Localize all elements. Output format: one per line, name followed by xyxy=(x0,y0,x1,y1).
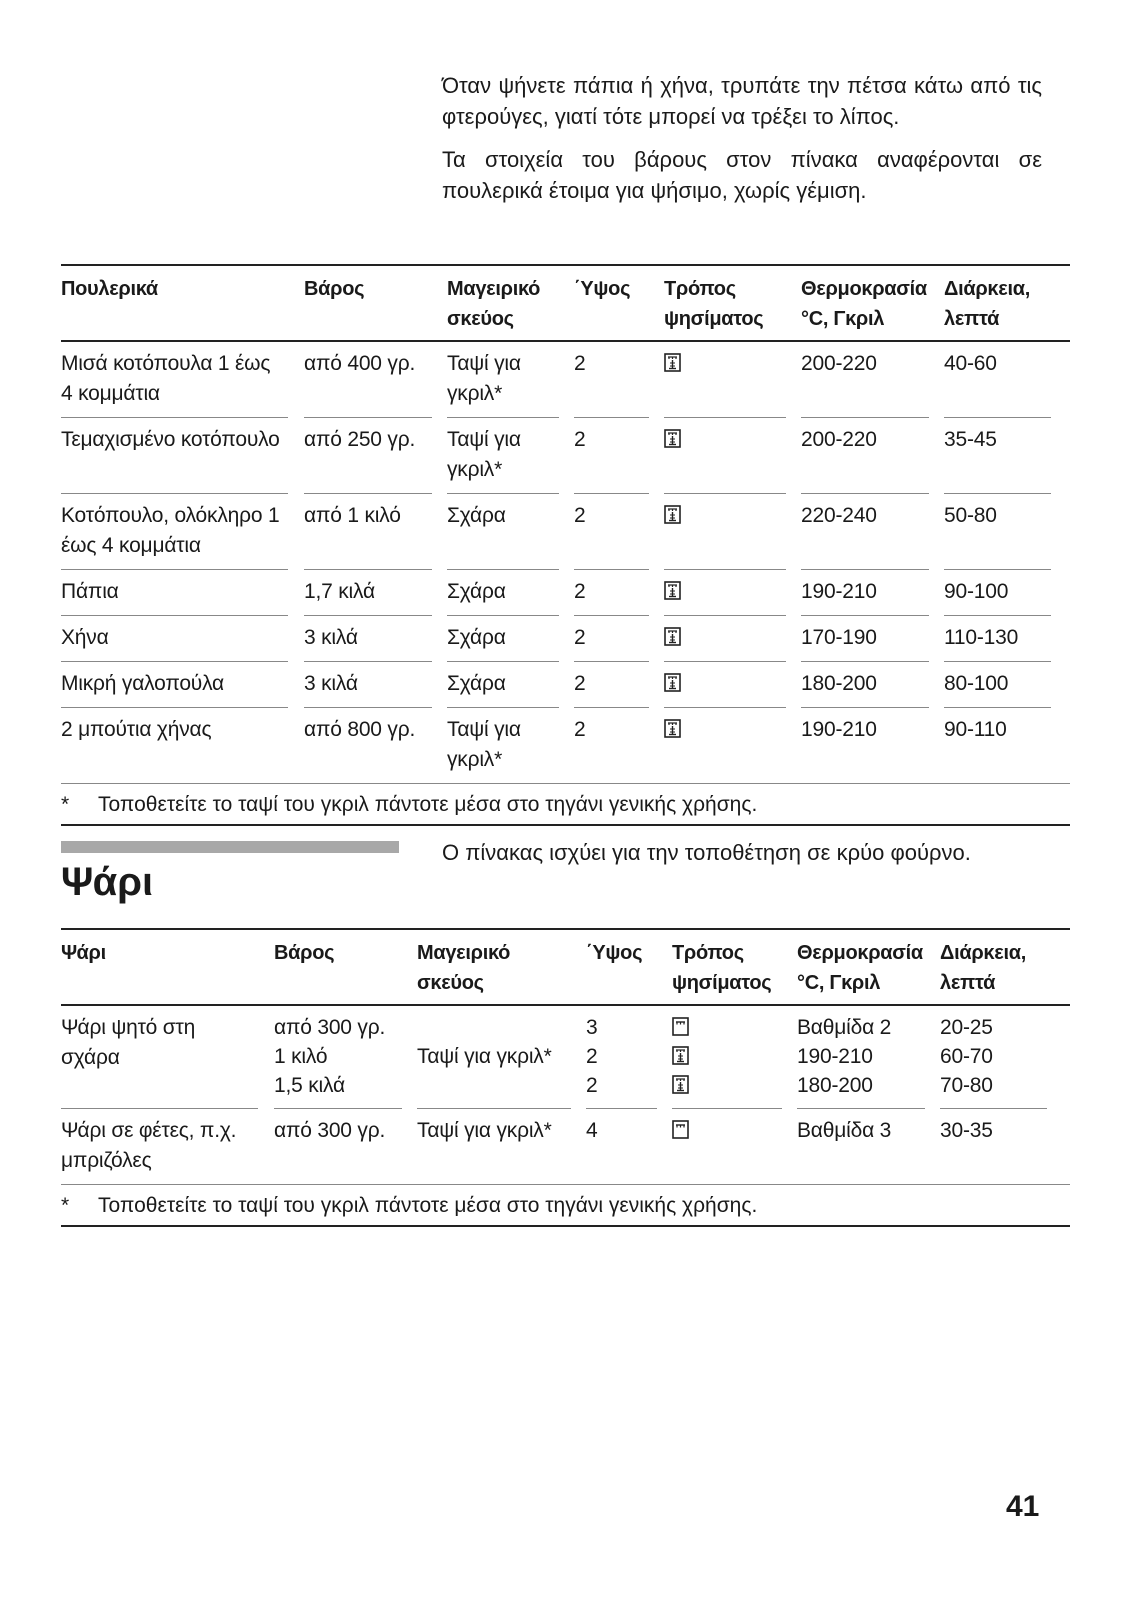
cell-item xyxy=(61,1109,258,1184)
rotisserie-grill-icon xyxy=(664,625,681,644)
cell-dish xyxy=(417,1109,571,1184)
cell-temp xyxy=(801,418,929,494)
cell-text: 2 μπούτια χήνας xyxy=(61,718,212,741)
table-row xyxy=(61,616,1070,662)
header-cell: Μαγειρικό σκεύος xyxy=(447,278,541,330)
cell-temp xyxy=(801,342,929,418)
header-cell: Θερμοκρασία °C, Γκριλ xyxy=(801,278,927,330)
cell-text: Σχάρα xyxy=(447,504,506,527)
cell-weight xyxy=(304,418,432,494)
header-cell: Πουλερικά xyxy=(61,278,158,300)
cell-dish xyxy=(447,708,559,783)
cell-text: 35-45 xyxy=(944,428,997,451)
cell-text: Ταψί για γκριλ* xyxy=(447,428,521,481)
cell-text: Ψάρι σε φέτες, π.χ. μπριζόλες xyxy=(61,1119,237,1172)
cell-mode-icon xyxy=(664,494,786,570)
header-cell: Τρόπος ψησίματος xyxy=(664,278,764,330)
header-cell: Διάρκεια, λεπτά xyxy=(944,278,1030,330)
cell-text: 220-240 xyxy=(801,504,877,527)
fish-section-note: Ο πίνακας ισχύει για την τοποθέτηση σε κρύο φούρνο. xyxy=(442,840,971,865)
cell-weight xyxy=(304,662,432,708)
footnote-text: Τοποθετείτε το ταψί του γκριλ πάντοτε μέσα στο τηγάνι γενικής χρήσης. xyxy=(98,793,758,816)
cell-temp xyxy=(797,1109,925,1184)
cell-text: 170-190 xyxy=(801,626,877,649)
rotisserie-grill-icon xyxy=(664,671,681,690)
cell-line xyxy=(417,1013,567,1042)
cell-text: Ψάρι ψητό στη σχάρα xyxy=(61,1016,196,1069)
cell-temp xyxy=(801,662,929,708)
cell-text: Τεμαχισμένο κοτόπουλο xyxy=(61,428,280,451)
cell-time xyxy=(944,342,1051,418)
cell-line: από 300 γρ. xyxy=(274,1016,386,1039)
cell-text: 90-100 xyxy=(944,580,1009,603)
cell-level xyxy=(574,418,649,494)
cell-mode-icon xyxy=(664,342,786,418)
cell-line: 30-35 xyxy=(940,1119,993,1142)
cell-line: 70-80 xyxy=(940,1074,993,1097)
cell-text: 2 xyxy=(574,352,586,375)
cell-item xyxy=(61,662,288,708)
cell-text: Σχάρα xyxy=(447,626,506,649)
cell-text: από 250 γρ. xyxy=(304,428,416,451)
rotisserie-grill-icon xyxy=(672,1044,689,1063)
table-row xyxy=(61,418,1070,494)
cell-line: 4 xyxy=(586,1119,598,1142)
cell-time xyxy=(940,1006,1047,1109)
cell-text: 2 xyxy=(574,504,586,527)
cell-dish xyxy=(447,418,559,494)
cell-line xyxy=(672,1116,778,1145)
cell-time xyxy=(944,570,1051,616)
poultry-table xyxy=(61,264,1070,826)
cell-line: Βαθμίδα 2 xyxy=(797,1016,892,1039)
table-row xyxy=(61,708,1070,783)
cell-item xyxy=(61,708,288,783)
cell-mode-icon xyxy=(664,616,786,662)
cell-dish xyxy=(447,494,559,570)
cell-level xyxy=(586,1109,657,1184)
cell-weight xyxy=(304,708,432,783)
header-cell: Τρόπος ψησίματος xyxy=(672,942,772,994)
cell-dish xyxy=(447,662,559,708)
cell-item xyxy=(61,342,288,418)
intro-paragraph-1: Όταν ψήνετε πάπια ή χήνα, τρυπάτε την πέτσα κάτω από τις φτερούγες, γιατί τότε μπορεί να τρέξει το λίπος. xyxy=(442,73,1042,129)
cell-text: 80-100 xyxy=(944,672,1009,695)
cell-text: 2 xyxy=(574,672,586,695)
footnote-mark: * xyxy=(61,793,70,816)
cell-text: 3 κιλά xyxy=(304,672,358,695)
cell-weight xyxy=(304,342,432,418)
rotisserie-grill-icon xyxy=(672,1073,689,1092)
footnote-mark: * xyxy=(61,1194,70,1217)
cell-dish xyxy=(417,1006,571,1109)
rotisserie-grill-icon xyxy=(664,579,681,598)
cell-text: 1,7 κιλά xyxy=(304,580,375,603)
cell-line: 2 xyxy=(586,1074,598,1097)
table-row xyxy=(61,342,1070,418)
header-cell: Διάρκεια, λεπτά xyxy=(940,942,1026,994)
header-cell: Βάρος xyxy=(274,942,335,964)
cell-dish xyxy=(447,342,559,418)
cell-line: Βαθμίδα 3 xyxy=(797,1119,892,1142)
cell-text: Μικρή γαλοπούλα xyxy=(61,672,225,695)
cell-text: Πάπια xyxy=(61,580,119,603)
cell-line: 20-25 xyxy=(940,1016,993,1039)
cell-text: Μισά κοτόπουλα 1 έως 4 κομμάτια xyxy=(61,352,271,405)
table-row xyxy=(61,570,1070,616)
header-cell: Μαγειρικό σκεύος xyxy=(417,942,511,994)
cell-line: 180-200 xyxy=(797,1074,873,1097)
cell-text: 90-110 xyxy=(944,718,1007,741)
cell-dish xyxy=(447,616,559,662)
cell-text: 200-220 xyxy=(801,352,877,375)
page-number: 41 xyxy=(1006,1490,1040,1523)
cell-text: Κοτόπουλο, ολόκληρο 1 έως 4 κομμάτια xyxy=(61,504,280,557)
cell-level xyxy=(574,570,649,616)
cell-text: 2 xyxy=(574,428,586,451)
grill-icon xyxy=(672,1118,689,1137)
header-cell: Βάρος xyxy=(304,278,365,300)
cell-level xyxy=(574,342,649,418)
cell-mode-icon xyxy=(672,1006,782,1109)
cell-time xyxy=(944,708,1051,783)
cell-item xyxy=(61,494,288,570)
rotisserie-grill-icon xyxy=(664,427,681,446)
header-cell: Ψάρι xyxy=(61,942,106,964)
cell-line xyxy=(672,1013,778,1042)
cell-line: Ταψί για γκριλ* xyxy=(417,1045,552,1068)
table-row xyxy=(61,494,1070,570)
cell-level xyxy=(574,616,649,662)
cell-level xyxy=(574,708,649,783)
cell-text: 190-210 xyxy=(801,718,877,741)
table-header xyxy=(61,928,1070,1006)
cell-text: 2 xyxy=(574,626,586,649)
cell-mode-icon xyxy=(664,708,786,783)
cell-line: Ταψί για γκριλ* xyxy=(417,1119,552,1142)
cell-weight xyxy=(274,1006,402,1109)
fish-table xyxy=(61,928,1070,1227)
cell-level xyxy=(574,662,649,708)
cell-line: 3 xyxy=(586,1016,598,1039)
cell-line: 2 xyxy=(586,1045,598,1068)
cell-text: Ταψί για γκριλ* xyxy=(447,718,521,771)
cell-weight xyxy=(304,494,432,570)
intro-paragraph-2: Τα στοιχεία του βάρους στον πίνακα αναφέρονται σε πουλερικά έτοιμα για ψήσιμο, χωρίς γέμιση. xyxy=(442,147,1042,203)
rotisserie-grill-icon xyxy=(664,503,681,522)
cell-time xyxy=(944,616,1051,662)
grill-icon xyxy=(672,1015,689,1034)
cell-level xyxy=(586,1006,657,1109)
cell-text: από 400 γρ. xyxy=(304,352,416,375)
cell-item xyxy=(61,570,288,616)
cell-text: 3 κιλά xyxy=(304,626,358,649)
cell-text: 180-200 xyxy=(801,672,877,695)
cell-item xyxy=(61,418,288,494)
cell-weight xyxy=(304,570,432,616)
cell-weight xyxy=(304,616,432,662)
cell-text: από 800 γρ. xyxy=(304,718,416,741)
cell-text: Χήνα xyxy=(61,626,109,649)
header-cell: ΄Υψος xyxy=(574,278,631,300)
fish-section-title: Ψάρι xyxy=(61,860,154,904)
table-row xyxy=(61,1109,1070,1184)
header-cell: Θερμοκρασία °C, Γκριλ xyxy=(797,942,923,994)
cell-temp xyxy=(801,708,929,783)
table-row xyxy=(61,662,1070,708)
cell-dish xyxy=(447,570,559,616)
cell-time xyxy=(940,1109,1047,1184)
cell-text: από 1 κιλό xyxy=(304,504,401,527)
cell-mode-icon xyxy=(664,570,786,616)
cell-level xyxy=(574,494,649,570)
cell-temp xyxy=(801,494,929,570)
cell-line xyxy=(417,1071,567,1100)
cell-line xyxy=(672,1042,778,1071)
cell-mode-icon xyxy=(664,662,786,708)
cell-line: 190-210 xyxy=(797,1045,873,1068)
cell-line: 60-70 xyxy=(940,1045,993,1068)
cell-line xyxy=(672,1071,778,1100)
cell-weight xyxy=(274,1109,402,1184)
cell-temp xyxy=(801,616,929,662)
cell-text: Σχάρα xyxy=(447,672,506,695)
cell-line: από 300 γρ. xyxy=(274,1119,386,1142)
cell-time xyxy=(944,418,1051,494)
intro-text xyxy=(442,70,1042,218)
cell-text: 40-60 xyxy=(944,352,997,375)
rotisserie-grill-icon xyxy=(664,717,681,736)
header-cell: ΄Υψος xyxy=(586,942,643,964)
cell-text: 200-220 xyxy=(801,428,877,451)
cell-text: 110-130 xyxy=(944,626,1019,649)
cell-text: Ταψί για γκριλ* xyxy=(447,352,521,405)
section-bar xyxy=(61,841,399,853)
cell-text: 2 xyxy=(574,718,586,741)
cell-text: Σχάρα xyxy=(447,580,506,603)
footnote xyxy=(61,1184,1070,1227)
cell-line: 1,5 κιλά xyxy=(274,1074,345,1097)
cell-text: 190-210 xyxy=(801,580,877,603)
cell-text: 50-80 xyxy=(944,504,997,527)
footnote-text: Τοποθετείτε το ταψί του γκριλ πάντοτε μέσα στο τηγάνι γενικής χρήσης. xyxy=(98,1194,758,1217)
cell-temp xyxy=(797,1006,925,1109)
cell-item xyxy=(61,1006,258,1109)
cell-item xyxy=(61,616,288,662)
cell-time xyxy=(944,662,1051,708)
cell-mode-icon xyxy=(664,418,786,494)
cell-text: 2 xyxy=(574,580,586,603)
cell-temp xyxy=(801,570,929,616)
footnote xyxy=(61,783,1070,826)
cell-line: 1 κιλό xyxy=(274,1045,328,1068)
cell-mode-icon xyxy=(672,1109,782,1184)
table-row xyxy=(61,1006,1070,1109)
cell-time xyxy=(944,494,1051,570)
rotisserie-grill-icon xyxy=(664,351,681,370)
table-header xyxy=(61,264,1070,342)
